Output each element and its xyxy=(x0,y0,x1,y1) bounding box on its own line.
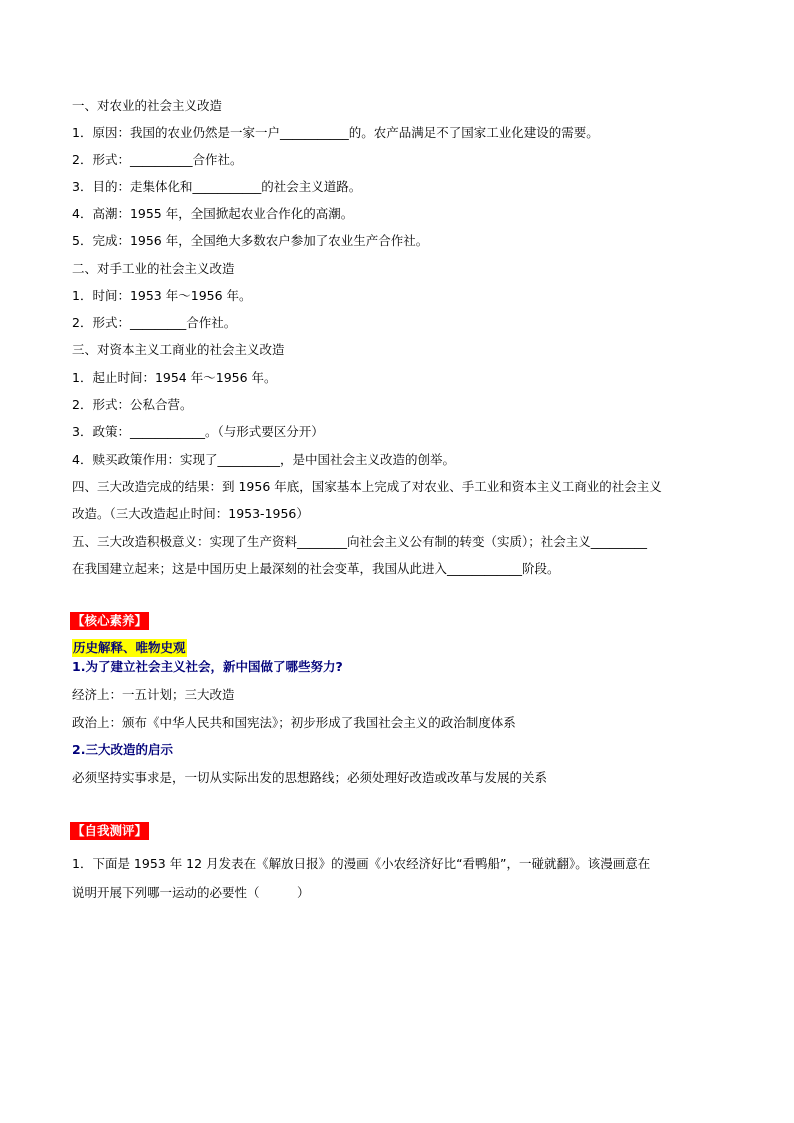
capital-effect: 4．赎买政策作用：实现了__________，是中国社会主义改造的创举。 xyxy=(72,452,455,467)
core-answer-economy: 经济上：一五计划；三大改造 xyxy=(72,687,235,702)
meaning-line-1: 五、三大改造积极意义：实现了生产资料________向社会主义公有制的转变（实质）；社会主义_________ xyxy=(72,534,648,549)
capital-time: 1．起止时间：1954 年～1956 年。 xyxy=(72,370,277,385)
result-line-1: 四、三大改造完成的结果：到 1956 年底，国家基本上完成了对农业、手工业和资本主义工商业的社会主义 xyxy=(72,479,662,494)
self-test-tag: 【自我测评】 xyxy=(72,823,148,838)
agri-form: 2．形式：__________合作社。 xyxy=(72,152,243,167)
test-question-line-2: 说明开展下列哪一运动的必要性（ ） xyxy=(72,885,310,900)
test-question-line-1: 1．下面是 1953 年 12 月发表在《解放日报》的漫画《小农经济好比“看鸭船”，一碰就翻》。该漫画意在 xyxy=(72,856,651,871)
core-answer-politics: 政治上：颁布《中华人民共和国宪法》；初步形成了我国社会主义的政治制度体系 xyxy=(72,715,516,730)
section-handicraft-title: 二、对手工业的社会主义改造 xyxy=(72,261,235,276)
section-agri-title: 一、对农业的社会主义改造 xyxy=(72,98,223,113)
section-capital-title: 三、对资本主义工商业的社会主义改造 xyxy=(72,342,285,357)
agri-purpose: 3．目的：走集体化和___________的社会主义道路。 xyxy=(72,179,362,194)
capital-form: 2．形式：公私合营。 xyxy=(72,397,193,412)
result-line-2: 改造。（三大改造起止时间：1953-1956） xyxy=(72,506,309,521)
handicraft-time: 1．时间：1953 年～1956 年。 xyxy=(72,288,252,303)
agri-completion: 5．完成：1956 年，全国绝大多数农户参加了农业生产合作社。 xyxy=(72,233,429,248)
capital-policy: 3．政策：____________。（与形式要区分开） xyxy=(72,424,324,439)
core-answer-lesson: 必须坚持实事求是，一切从实际出发的思想路线；必须处理好改造或改革与发展的关系 xyxy=(72,770,548,785)
agri-reason: 1．原因：我国的农业仍然是一家一户___________的。农产品满足不了国家工业化建设的需要。 xyxy=(72,125,599,140)
meaning-line-2: 在我国建立起来；这是中国历史上最深刻的社会变革，我国从此进入____________阶段。 xyxy=(72,561,560,576)
core-question-2: 2.三大改造的启示 xyxy=(72,742,173,757)
handicraft-form: 2．形式：_________合作社。 xyxy=(72,315,237,330)
core-literacy-highlight: 历史解释、唯物史观 xyxy=(73,640,186,655)
core-question-1: 1.为了建立社会主义社会，新中国做了哪些努力? xyxy=(72,659,343,674)
agri-climax: 4．高潮：1955 年，全国掀起农业合作化的高潮。 xyxy=(72,206,354,221)
core-literacy-tag: 【核心素养】 xyxy=(72,613,148,628)
